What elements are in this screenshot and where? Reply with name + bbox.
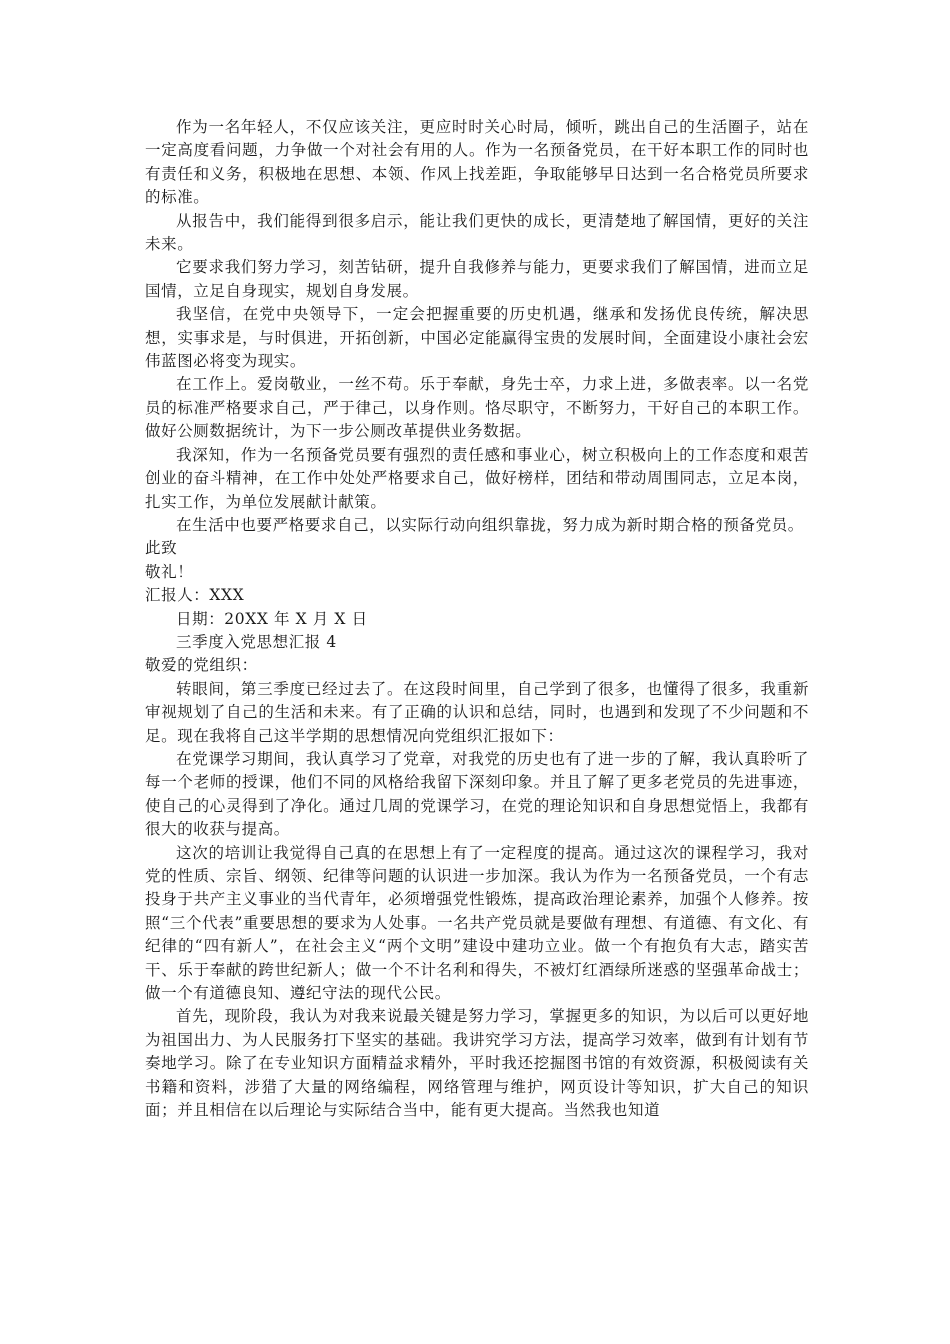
reporter-line: 汇报人：XXX xyxy=(145,586,245,605)
closing-salute: 敬礼！ xyxy=(145,562,194,581)
salutation: 敬爱的党组织： xyxy=(145,656,258,675)
paragraph: 在生活中也要严格要求自己，以实际行动向组织靠拢，努力成为新时期合格的预备党员。 xyxy=(176,515,804,534)
paragraph: 在工作上。爱岗敬业，一丝不苟。乐于奉献，身先士卒，力求上进，多做表率。以一名党员的标准严格要求自己，严于律己，以身作则。恪尽职守，不断努力，干好自己的本职工作。做好公厕数据统计，为下一步公厕改革提供业务数据。 xyxy=(145,375,809,441)
paragraph: 在党课学习期间，我认真学习了党章，对我党的历史也有了进一步的了解，我认真聆听了每一个老师的授课，他们不同的风格给我留下深刻印象。并且了解了更多老党员的先进事迹，使自己的心灵得到了净化。通过几周的党课学习，在党的理论知识和自身思想觉悟上，我都有很大的收获与提高。 xyxy=(145,749,809,839)
paragraph: 从报告中，我们能得到很多启示，能让我们更快的成长，更清楚地了解国情，更好的关注未来。 xyxy=(145,211,809,254)
section-title: 三季度入党思想汇报 4 xyxy=(176,632,337,651)
document-page xyxy=(145,116,809,1122)
date-line: 日期：20XX 年 X 月 X 日 xyxy=(176,609,368,628)
paragraph: 转眼间，第三季度已经过去了。在这段时间里，自己学到了很多，也懂得了很多，我重新审视规划了自己的生活和未来。有了正确的认识和总结，同时，也遇到和发现了不少问题和不足。现在我将自己这半学期的思想情况向党组织汇报如下： xyxy=(145,679,809,745)
paragraph: 它要求我们努力学习，刻苦钻研，提升自我修养与能力，更要求我们了解国情，进而立足国情，立足自身现实，规划自身发展。 xyxy=(145,258,809,300)
paragraph: 我坚信，在党中央领导下，一定会把握重要的历史机遇，继承和发扬优良传统，解决思想，实事求是，与时俱进，开拓创新，中国必定能赢得宝贵的发展时间，全面建设小康社会宏伟蓝图必将变为现实。 xyxy=(145,305,809,371)
paragraph: 这次的培训让我觉得自己真的在思想上有了一定程度的提高。通过这次的课程学习，我对党的性质、宗旨、纲领、纪律等问题的认识进一步加深。我认为作为一名预备党员，一个有志投身于共产主义事业的当代青年，必须增强党性锻炼，提高政治理论素养，加强个人修养。按照“三个代表”重要思想的要求为人处事。一名共产党员就是要做有理想、有道德、有文化、有纪律的“四有新人”，在社会主义“两个文明”建设中建功立业。做一个有抱负有大志，踏实苦干、乐于奉献的跨世纪新人；做一个不计名利和得失，不被灯红酒绿所迷惑的坚强革命战士；做一个有道德良知、遵纪守法的现代公民。 xyxy=(145,843,809,1003)
paragraph: 作为一名年轻人，不仅应该关注，更应时时关心时局，倾听，跳出自己的生活圈子，站在一定高度看问题，力争做一个对社会有用的人。作为一名预备党员，在干好本职工作的同时也有责任和义务，积极地在思想、本领、作风上找差距，争取能够早日达到一名合格党员所要求的标准。 xyxy=(145,118,809,207)
paragraph: 我深知，作为一名预备党员要有强烈的责任感和事业心，树立积极向上的工作态度和艰苦创业的奋斗精神，在工作中处处严格要求自己，做好榜样，团结和带动周围同志，立足本岗，扎实工作，为单位发展献计献策。 xyxy=(145,445,809,511)
closing-line: 此致 xyxy=(145,539,178,558)
paragraph: 首先，现阶段，我认为对我来说最关键是努力学习，掌握更多的知识，为以后可以更好地为祖国出力、为人民服务打下坚实的基础。我讲究学习方法，提高学习效率，做到有计划有节奏地学习。除了在专业知识方面精益求精外，平时我还挖掘图书馆的有效资源，积极阅读有关书籍和资料，涉猎了大量的网络编程，网络管理与维护，网页设计等知识，扩大自己的知识面；并且相信在以后理论与实际结合当中，能有更大提高。当然我也知道 xyxy=(145,1007,809,1120)
